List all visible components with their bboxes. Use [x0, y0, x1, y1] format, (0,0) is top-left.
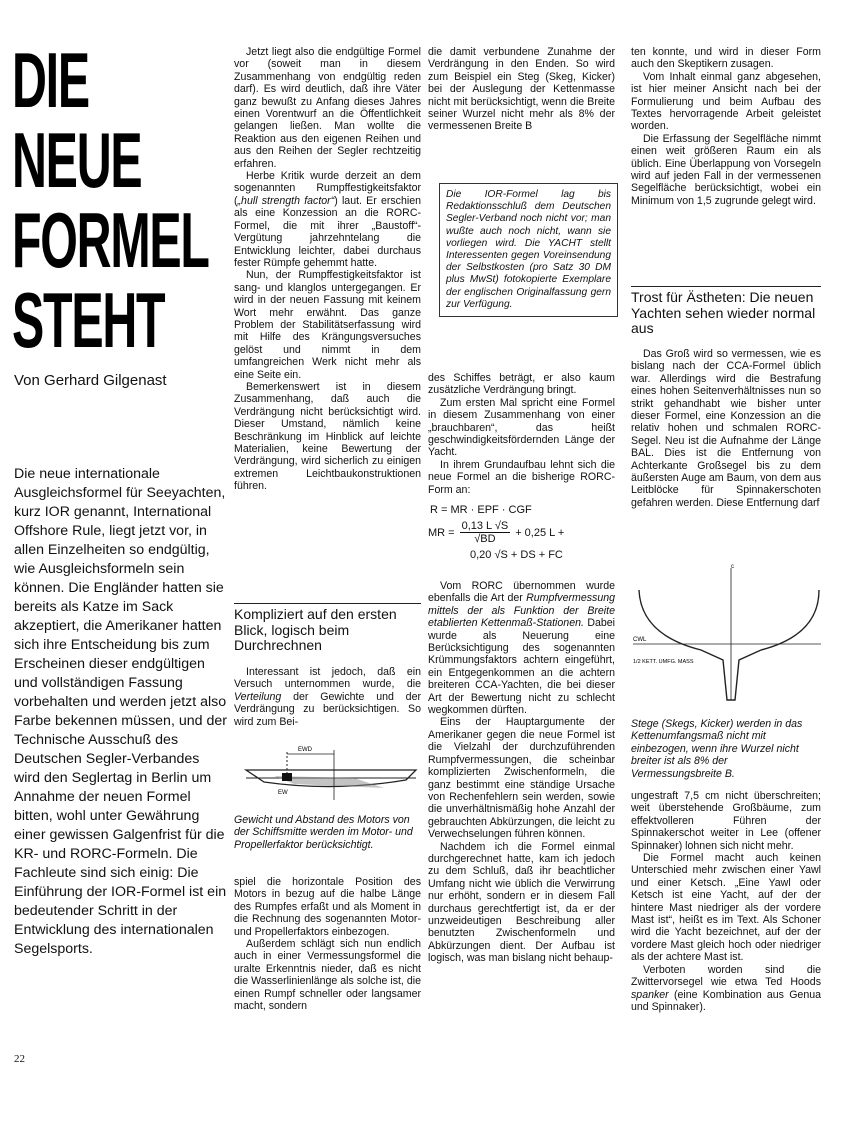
article-title [12, 36, 235, 364]
paragraph: Bemerkenswert ist in diesem Zusammenhang, daß auch die Verdrängung nicht berücksichtigt wird. Dieser Umstand, nämlich keine Beschränkung im Hinblick auf leichte Materialien, keine Bewertung der Verdrängung, wird sicherlich zu einigen extremen Leichtbaukonstruktionen führen. [234, 380, 421, 493]
paragraph: ungestraft 7,5 cm nicht überschreiten; weit überstehende Großbäume, zum effektvolleren Führen der Spinnakerschot weiter in Lee (offener Spinnaker) lohnen sich nicht mehr. [631, 790, 821, 852]
paragraph: Interessant ist jedoch, daß ein Versuch unternommen wurde, die Verteilung der Gewichte und der Verdrängung zu berücksichtigen. So wird zum Bei- [234, 666, 421, 728]
paragraph: Jetzt liegt also die endgültige Formel vor (soweit man in diesem Zusammenhang von endgültig reden darf). Es wird deutlich, daß ihre Väter ganz bewußt zu Anfang dieses Jahres einen Vorentwurf an die Öffentlichkeit gelangen ließen. Man wollte die Reaktion aus den eigenen Reihen und aus den Reihen der Segler rechtzeitig erfahren. [234, 46, 421, 170]
byline: Von Gerhard Gilgenast [14, 372, 167, 389]
column-3-mid [428, 372, 615, 496]
figure-caption-motor: Gewicht und Abstand des Motors von der Schiffsmitte werden im Motor- und Propellerfaktor berücksichtigt. [234, 814, 413, 851]
column-4-mid [631, 348, 821, 509]
hull-section-figure [631, 560, 821, 710]
subheading-kompliziert: Kompliziert auf den ersten Blick, logisch beim Durchrechnen [234, 603, 421, 654]
subheading-trost: Trost für Ästheten: Die neuen Yachten sehen wieder normal aus [631, 286, 821, 337]
paragraph: des Schiffes beträgt, er also kaum zusätzliche Verdrängung bringt. [428, 372, 615, 397]
paragraph: Zum ersten Mal spricht eine Formel in diesem Zusammenhang von einer „brauchbaren“, das heißt geschwindigkeitsfördernden Länge der Yacht. [428, 396, 615, 459]
paragraph: spiel die horizontale Position des Motors in bezug auf die halbe Länge des Rumpfes erfaßt und als Moment in die Rechnung des sogenannten Motor- und Propellerfaktors einbezogen. [234, 876, 421, 938]
formula-block [428, 504, 618, 561]
formula-line-3: 0,20 √S + DS + FC [470, 549, 563, 561]
motor-position-figure [234, 740, 424, 810]
paragraph: Das Groß wird so vermessen, wie es bislang nach der CCA-Formel üblich war. Allerdings wird die Bestrafung eines hohen Seitenverhältnisses nun so strikt gehandhabt wie bisher unter dieser Formel, eine Konzession an die relativ hohen und schmalen RORC-Segel. Neu ist die Aufnahme der Länge BAL. Dies ist die Entfernung von Achterkante Großsegel bis zu dem äußersten Auge am Baum, von dem aus Leitblöcke für Spinnakerschoten gefahren werden. Diese Entfernung darf [631, 348, 821, 509]
column-4-bottom [631, 790, 821, 1013]
title-line-3: FORMEL [12, 196, 209, 284]
column-2-bottom [234, 876, 421, 1012]
ewd-label: EWD [298, 747, 312, 753]
formula-mr: MR = $\frac{0,13 L √S}{√BD}$ + 0,25 L + [428, 520, 565, 545]
paragraph: Vom Inhalt einmal ganz abgesehen, ist hier meiner Ansicht nach bei der Formulierung und beim Aufbau des Textes hervorragende Arbeit geleistet worden. [631, 70, 821, 133]
paragraph: Herbe Kritik wurde derzeit an dem sogenannten Rumpffestigkeitsfaktor („hull strength factor“) laut. Er erschien als eine Konzession an die RORC-Formel, die mit ihrer „Baustoff“-Vergütung jahrzehntelang die Entwicklung leichter, dabei durchaus fester Rümpfe gehemmt hatte. [234, 170, 421, 269]
paragraph: Außerdem schlägt sich nun endlich auch in einer Vermessungsformel die uralte Erkenntnis nieder, daß es nicht die Wasserlinienlänge als solche ist, die einen Rumpf schneller oder langsamer macht, sondern [234, 938, 421, 1013]
kett-label: 1/2 KETT. UMFG. MASS [633, 659, 694, 665]
column-2-mid [234, 666, 421, 728]
column-2-top [234, 46, 421, 493]
lead-paragraph: Die neue internationale Ausgleichsformel für Seeyachten, kurz IOR genannt, International Offshore Rule, liegt jetzt vor, in allen Einzelheiten so endgültig, wie Ausgleichsformeln sein können. Die Engländer hatten sie bereits als Katze im Sack akzeptiert, die Amerikaner hatten sich ihre Entscheidung bis zum Erscheinen dieser endgültigen und vollständigen Fassung vorbehalten und werden jetzt also Farbe bekennen müssen, und der Technische Ausschuß des Deutschen Segler-Verbandes wird den Seglertag in Berlin um Annahme der neuen Formel bitten, wohl unter Gewährung einer gewissen Galgenfrist für die KR- und RORC-Formeln. Die Fachleute sind sich einig: Die Einführung der IOR-Formel ist ein bedeutender Schritt in der Entwicklung des internationalen Segelsports. [14, 466, 227, 957]
column-3-bottom [428, 580, 615, 965]
title-line-1: DIE [12, 36, 89, 124]
paragraph: die damit verbundene Zunahme der Verdrängung in den Enden. So wird zum Beispiel ein Steg (Skeg, Kicker) bei der Auslegung der Kettenmasse nicht mit berücksichtigt, wenn die Breite seiner Wurzel nicht mehr als 8% der vermessenen Breite B [428, 46, 615, 133]
figure-caption-skeg: Stege (Skegs, Kicker) werden in das Kettenumfangsmaß nicht mit einbezogen, wenn ihre Wurzel nicht breiter ist als 8% der Vermessungsbreite B. [631, 718, 803, 780]
paragraph: Die Formel macht auch keinen Unterschied mehr zwischen einer Yawl und einer Ketsch. „Eine Yawl oder Ketsch ist eine Yacht, auf der der hintere Mast niedriger als der vordere Mast ist“, heißt es im Text. Als Schoner wird die Yacht bezeichnet, auf der der vordere Mast gleich hoch oder niedriger als der achtere Mast ist. [631, 852, 821, 964]
paragraph: In ihrem Grundaufbau lehnt sich die neue Formel an die bisherige RORC-Form an: [428, 458, 615, 496]
title-line-2: NEUE [12, 116, 142, 204]
page-number: 22 [14, 1053, 25, 1065]
paragraph: Vom RORC übernommen wurde ebenfalls die Art der Rumpfvermessung mittels der als Funktion der Breite etablierten Kettenmaß-Stationen. Dabei wurde als Neuerung eine Berücksichtigung des sogenannten Krümmungsfaktors achtern eingeführt, ein Entgegenkommen an die achtern breiteren CCA-Yachten, die bei dieser Art der Bewertung nicht zu schlecht wegkommen dürften. [428, 580, 615, 717]
paragraph: Die Erfassung der Segelfläche nimmt einen weit größeren Raum ein als üblich. Eine Überlappung von Vorsegeln wird auf jeden Fall in der vermessenen Segelfläche berücksichtigt, wobei ein Minimum von 1,5 zugrunde gelegt wird. [631, 132, 821, 207]
column-3-top [428, 46, 615, 133]
cwl-label: CWL [633, 637, 647, 643]
title-line-4: STEHT [12, 276, 165, 364]
section-outline [639, 590, 819, 700]
column-4-top [631, 46, 821, 207]
ew-label: EW [278, 790, 288, 796]
paragraph: Eins der Hauptargumente der Amerikaner gegen die neue Formel ist die Vielzahl der durchzuführenden Rumpfvermessungen, die scheinbar komplizierten Zwischenformeln, die ganz bestimmt eine ständige Ursache von Rechenfehlern sein werden, sowie die unverhältnismäßig hohe Anzahl der gebrauchten Abkürzungen, die leicht zu Verwechselungen führen können. [428, 716, 615, 841]
info-box: Die IOR-Formel lag bis Redaktionsschluß dem Deutschen Segler-Verband noch nicht vor; man wußte auch noch nicht, wann sie vorliegen wird. Die YACHT stellt Interessenten gegen Voreinsendung der Selbstkosten (pro Satz 30 DM plus MwSt) fotokopierte Exemplare der englischen Originalfassung gern zur Verfügung. [439, 183, 618, 317]
paragraph: Nun, der Rumpffestigkeitsfaktor ist sang- und klanglos untergegangen. Er wird in der neuen Fassung mit keinem Wort mehr erwähnt. Das ganze Problem der Stabilitätserfassung wird mit Hilfe des Krängungsversuches gelöst und nimmt in dem umfangreichen Werk nicht mehr als eine Seite ein. [234, 269, 421, 381]
c-label: c [731, 564, 734, 570]
formula-fraction: $\frac{0,13 L √S}{√BD}$ [461, 520, 509, 545]
paragraph: Nachdem ich die Formel einmal durchgerechnet hatte, kam ich jedoch zu dem Schluß, daß ihr beachtlicher Umfang nicht wie üblich die Verwirrung nur erhöht, sondern er in diesem Fall durchaus gerechtfertigt ist, da er der unzweideutigen Beschreibung aller benutzten Zwischenformeln und Abkürzungen dient. Der Aufbau ist logisch, was man bislang nicht behaup- [428, 840, 615, 965]
paragraph: ten konnte, und wird in dieser Form auch den Skeptikern zusagen. [631, 46, 821, 71]
paragraph: Verboten worden sind die Zwittervorsegel wie etwa Ted Hoods spanker (eine Kombination aus Genua und Spinnaker). [631, 963, 821, 1013]
motor-block [282, 773, 292, 781]
formula-r: R = MR · EPF · CGF [430, 504, 532, 516]
